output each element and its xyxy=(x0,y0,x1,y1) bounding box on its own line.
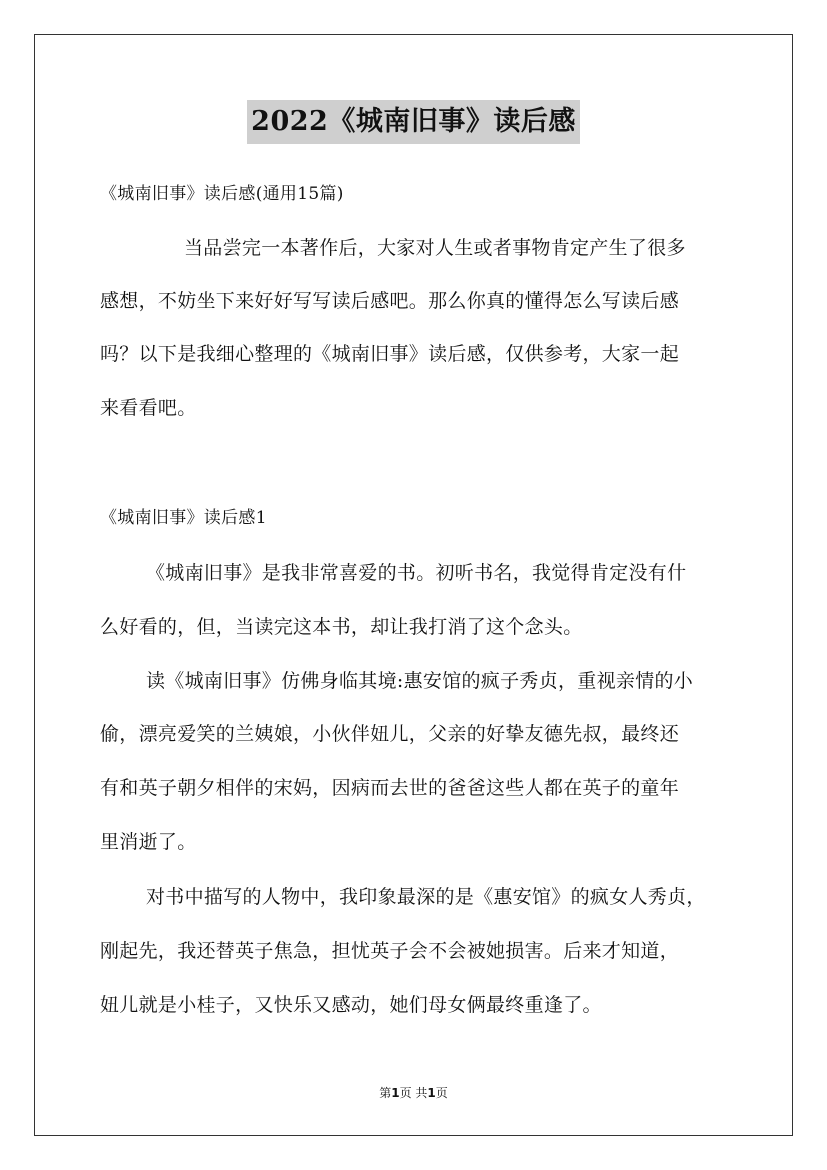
intro-line: 来看看吧。 xyxy=(100,397,197,419)
paragraph-line: 刚起先，我还替英子焦急，担忧英子会不会被她损害。后来才知道， xyxy=(100,940,680,962)
paragraph-line: 对书中描写的人物中，我印象最深的是《惠安馆》的疯女人秀贞， xyxy=(146,886,706,908)
page-footer xyxy=(0,1084,827,1101)
paragraph-line: 妞儿就是小桂子，又快乐又感动，她们母女俩最终重逢了。 xyxy=(100,994,602,1016)
document-title: 2022《城南旧事》读后感 xyxy=(247,100,580,144)
paragraph-line: 《城南旧事》是我非常喜爱的书。初听书名，我觉得肯定没有什 xyxy=(146,562,687,584)
subtitle: 《城南旧事》读后感(通用15篇) xyxy=(100,184,344,204)
paragraph-line: 偷，漂亮爱笑的兰姨娘，小伙伴妞儿，父亲的好挚友德先叔，最终还 xyxy=(100,723,680,745)
intro-line: 感想，不妨坐下来好好写写读后感吧。那么你真的懂得怎么写读后感 xyxy=(100,290,680,312)
footer-page-number: 1 xyxy=(391,1086,400,1100)
footer-suffix: 页 xyxy=(435,1086,448,1100)
footer-prefix: 第 xyxy=(379,1086,392,1100)
paragraph-line: 读《城南旧事》仿佛身临其境:惠安馆的疯子秀贞，重视亲情的小 xyxy=(146,670,694,692)
intro-line: 吗？以下是我细心整理的《城南旧事》读后感，仅供参考，大家一起 xyxy=(100,343,680,365)
footer-mid: 页 共 xyxy=(399,1086,428,1100)
footer-total-pages: 1 xyxy=(427,1086,436,1100)
paragraph-line: 有和英子朝夕相伴的宋妈，因病而去世的爸爸这些人都在英子的童年 xyxy=(100,777,680,799)
paragraph-line: 里消逝了。 xyxy=(100,831,197,853)
intro-line: 当品尝完一本著作后，大家对人生或者事物肯定产生了很多 xyxy=(184,237,686,259)
document-title-wrap xyxy=(0,100,827,144)
paragraph-line: 么好看的，但，当读完这本书，却让我打消了这个念头。 xyxy=(100,616,583,638)
section-heading: 《城南旧事》读后感1 xyxy=(100,508,267,528)
